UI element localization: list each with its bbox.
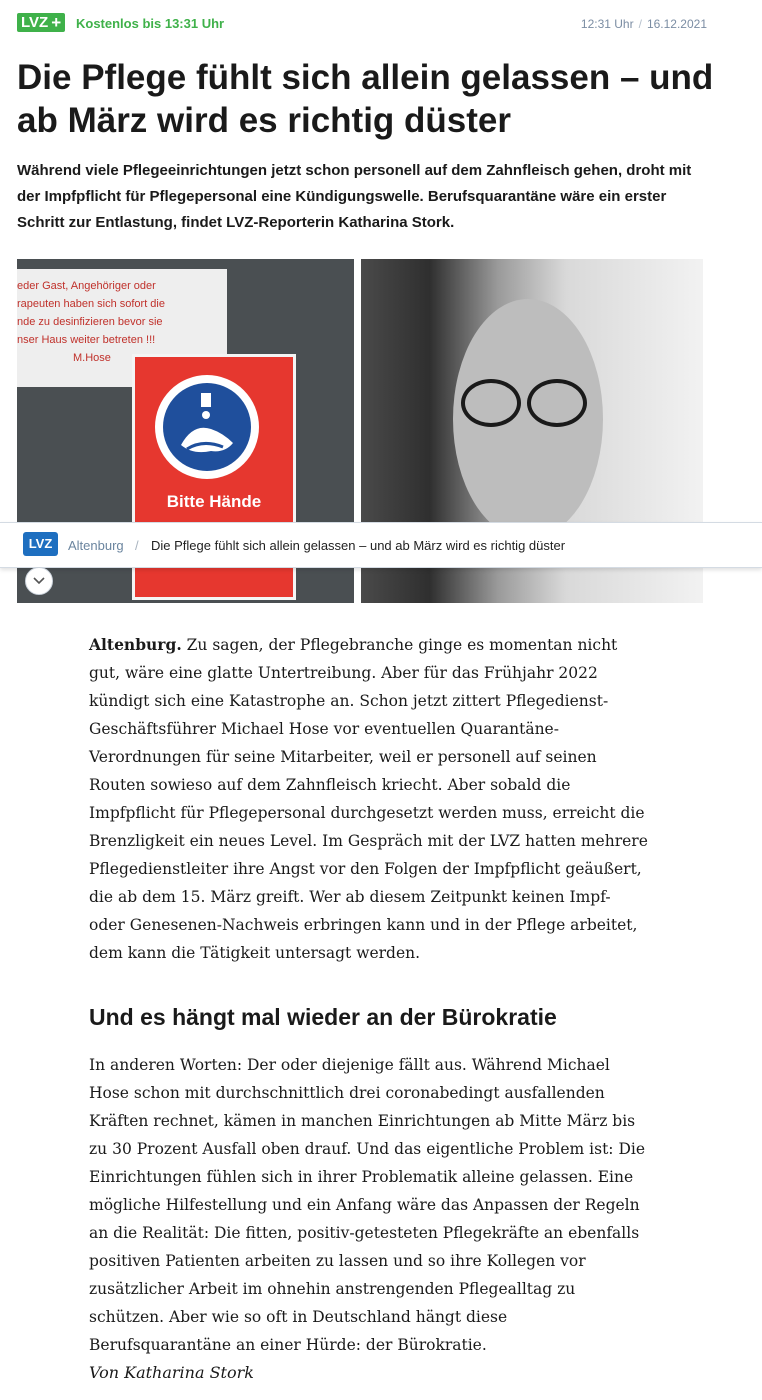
expand-button[interactable] [25,567,53,595]
paragraph [89,631,649,967]
lvz-logo[interactable]: LVZ [23,532,58,556]
dateline: Altenburg. [89,635,182,654]
paragraph: In anderen Worten: Der oder diejenige fällt aus. Während Michael Hose schon mit durchschnittlich drei coronabedingt ausfallenden Kräften rechnet, kämen in manchen Einrichtungen ab Mitte März bis zu 30 Prozent Ausfall oben drauf. Und das eigentliche Problem ist: Die Einrichtungen fühlen sich in ihrer Problematik alleine gelassen. Eine mögliche Hilfestellung und ein Anfang wäre das Anpassen der Regeln an die Realität: Die fitten, positiv-getesteten Pflegekräfte an ebenfalls positiven Patienten arbeiten zu lassen und so ihre Kollegen vor zusätzlicher Arbeit im ohnehin anstrengenden Pflegealltag zu schützen. Aber wie so oft in Deutschland hängt diese Berufsquarantäne an einer Hürde: der Bürokratie. [89,1056,646,1354]
article-body-1 [89,631,649,967]
breadcrumb-category[interactable]: Altenburg [68,538,124,553]
notice-line: eder Gast, Angehöriger oder [17,280,156,292]
badge-text: LVZ [21,14,49,31]
top-bar [17,13,707,35]
paragraph-text: Zu sagen, der Pflegebranche ginge es momentan nicht gut, wäre eine glatte Untertreibung. Aber für das Frühjahr 2022 kündigt sich eine Katastrophe an. Schon jetzt zittert Pflegedienst-Geschäftsführer Michael Hose vor eventuellen Quarantäne-Verordnungen für seine Mitarbeiter, weil er personell auf seinen Routen sowieso auf dem Zahnfleisch kriecht. Aber sobald die Impfpflicht für Pflegepersonal durchgesetzt werden muss, erreicht die Brenzligkeit ein neues Level. Im Gespräch mit der LVZ hatten mehrere Pflegedienstleiter ihre Angst vor den Folgen der Impfpflicht geäußert, die ab dem 15. März greift. Wer ab diesem Zeitpunkt keinen Impf- oder Genesenen-Nachweis erbringen kann und in der Pflege arbeitet, dem kann die Tätigkeit untersagt werden. [89,636,648,962]
breadcrumb-separator: / [135,538,139,553]
article-body-2 [89,1051,649,1382]
notice-line: nde zu desinfizieren bevor sie [17,316,163,328]
publish-meta: 12:31 Uhr / 16.12.2021 [580,17,707,31]
publish-date: 16.12.2021 [646,17,707,31]
free-until-label: Kostenlos bis 13:31 Uhr [76,16,225,31]
sticky-breadcrumb-bar [0,522,762,568]
notice-line: rapeuten haben sich sofort die [17,298,165,310]
notice-line: nser Haus weiter betreten !!! [17,334,156,346]
breadcrumb-title: Die Pflege fühlt sich allein gelassen – und ab März wird es richtig düster [151,538,566,553]
byline: Von Katharina Stork [89,1363,254,1382]
lvz-plus-badge[interactable] [17,13,65,32]
glasses-icon [461,379,593,432]
sign-text: Bitte Hände [166,492,262,511]
plus-icon: + [51,13,62,32]
article-lead: Während viele Pflegeeinrichtungen jetzt schon personell auf dem Zahnfleisch gehen, droht mit der Impfpflicht für Pflegepersonal eine Kündigungswelle. Berufsquarantäne wäre ein erster Schritt zur Entlastung, findet LVZ-Reporterin Katharina Stork. [17,162,692,231]
hand-wash-icon [155,375,259,479]
publish-time: 12:31 Uhr [580,17,634,31]
article-title: Die Pflege fühlt sich allein gelassen – und ab März wird es richtig düster [17,58,714,140]
subheading: Und es hängt mal wieder an der Bürokratie [89,1004,557,1030]
notice-signature: M.Hose [73,352,111,364]
chevron-down-icon [33,577,45,585]
